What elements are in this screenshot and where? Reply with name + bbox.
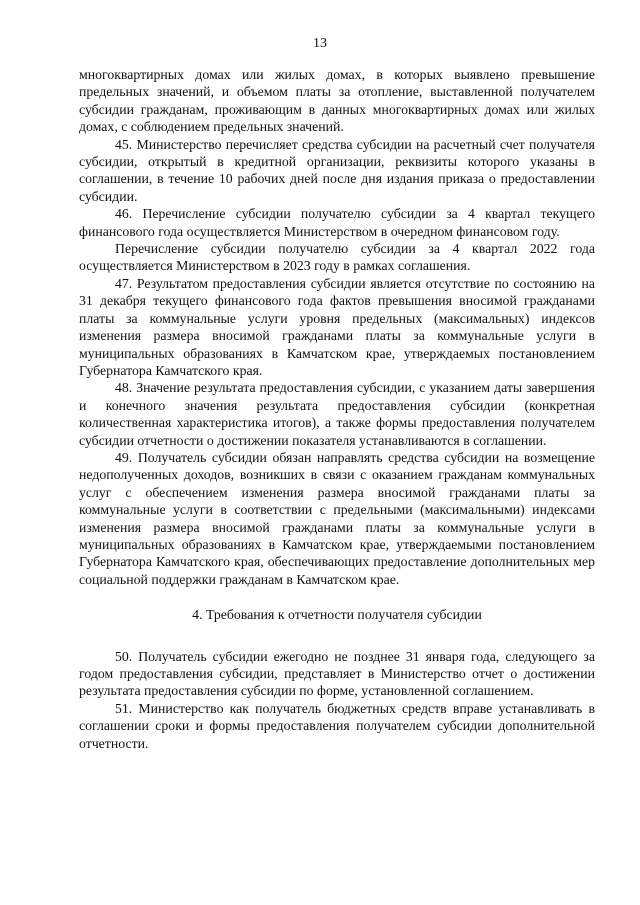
paragraph-45: 45. Министерство перечисляет средства субсидии на расчетный счет получателя субсидии, открытый в кредитной организации, реквизиты которого указаны в соглашении, в течение 10 рабочих дней после дня издания приказа о предоставлении субсидии. bbox=[79, 136, 595, 204]
paragraph-46-continued: Перечисление субсидии получателю субсидии за 4 квартал 2022 года осуществляется Министерством в 2023 году в рамках соглашения. bbox=[79, 241, 595, 274]
paragraph-46: 46. Перечисление субсидии получателю субсидии за 4 квартал текущего финансового года осуществляется Министерством в очередном финансовом году. bbox=[79, 206, 595, 239]
document-body bbox=[79, 66, 595, 752]
paragraph-50: 50. Получатель субсидии ежегодно не позднее 31 января года, следующего за годом предоставления субсидии, представляет в Министерство отчет о достижении результата предоставления субсидии по форме, установленной соглашением. bbox=[79, 648, 595, 699]
paragraph-47: 47. Результатом предоставления субсидии является отсутствие по состоянию на 31 декабря текущего финансового года фактов превышения вносимой гражданами платы за коммунальные услуги уровня предельных (максимальных) индексов изменения размера вносимой гражданами платы за коммунальные услуги в муниципальных образованиях в Камчатском крае, утверждаемых постановлением Губернатора Камчатского края. bbox=[79, 275, 595, 378]
paragraph-continuation: многоквартирных домах или жилых домах, в которых выявлено превышение предельных значений, и объемом платы за отопление, выставленной получателем субсидии гражданам, проживающим в данных многоквартирных домах или жилых домах, с соблюдением предельных значений. bbox=[79, 67, 595, 135]
paragraph-51: 51. Министерство как получатель бюджетных средств вправе устанавливать в соглашении сроки и формы предоставления получателем субсидии дополнительной отчетности. bbox=[79, 700, 595, 751]
page-number: 13 bbox=[313, 36, 327, 51]
paragraph-48: 48. Значение результата предоставления субсидии, с указанием даты завершения и конечного значения результата предоставления субсидии (конкретная количественная характеристика итогов), а также формы предоставления получателем субсидии отчетности о достижении показателя устанавливаются в соглашении. bbox=[79, 380, 595, 448]
section-heading: 4. Требования к отчетности получателя субсидии bbox=[192, 607, 482, 623]
paragraph-49: 49. Получатель субсидии обязан направлять средства субсидии на возмещение недополученных доходов, возникших в связи с оказанием гражданам коммунальных услуг с обеспечением изменения размера вносимой гражданами платы за коммунальные услуги в соответствии с предельными (максимальными) индексами изменения размера вносимой гражданами платы за коммунальные услуги в муниципальных образованиях в Камчатском крае, утверждаемыми постановлением Губернатора Камчатского края, обеспечивающих предоставление дополнительных мер социальной поддержки гражданам в Камчатском крае. bbox=[79, 449, 595, 587]
